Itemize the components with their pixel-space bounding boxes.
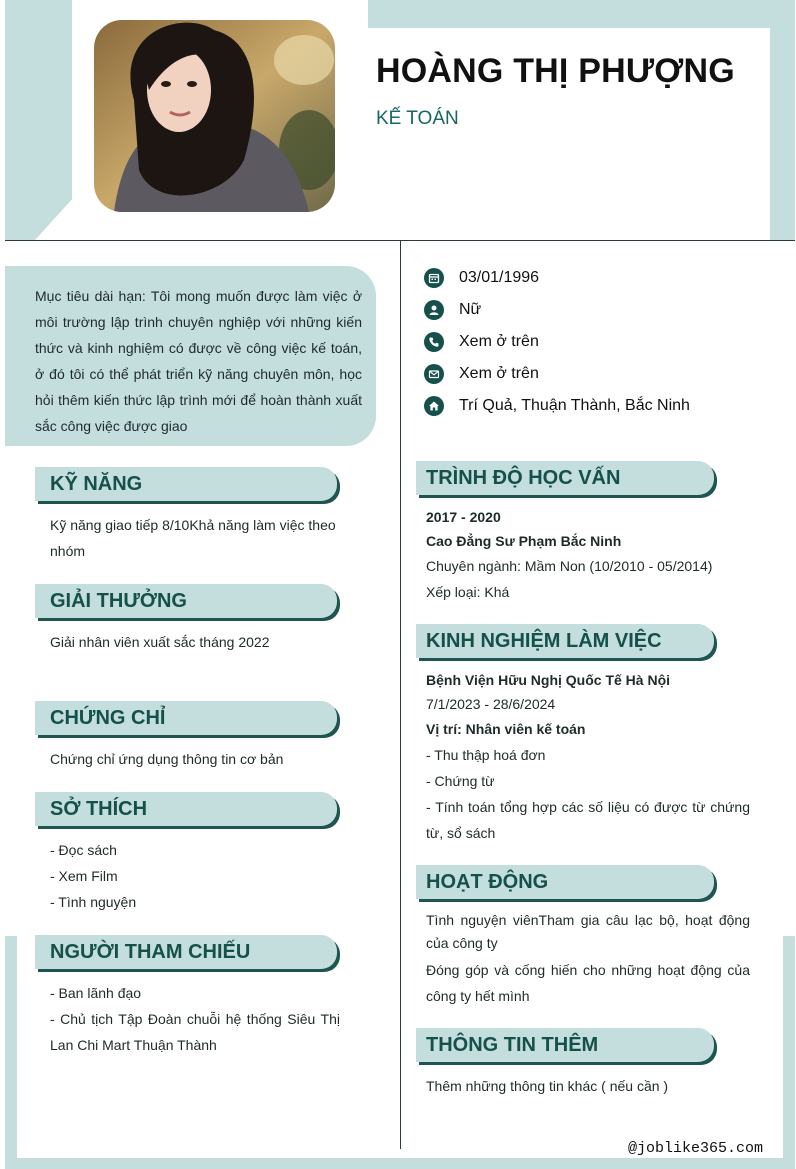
list-item: - Ban lãnh đạo xyxy=(50,985,142,1001)
calendar-icon xyxy=(424,268,444,288)
footer-border-right xyxy=(783,936,795,1169)
mail-icon xyxy=(424,364,444,384)
contact-phone xyxy=(424,332,539,352)
skills-text: Kỹ năng giao tiếp 8/10Khả năng làm việc theo nhóm xyxy=(50,517,336,559)
objective-text: Mục tiêu dài hạn: Tôi mong muốn được làm việc ở môi trường lập trình chuyên nghiệp với những kiến thức và kinh nghiệm có được về công việc kế toán, ở đó tôi có thể phát triển kỹ năng chuyên môn, học hỏi thêm kiến thức lập trình mới để hoàn thành xuất sắc công việc được giao xyxy=(35,288,362,434)
certificates-text: Chứng chỉ ứng dụng thông tin cơ bản xyxy=(50,751,284,767)
hobbies-heading: SỞ THÍCH xyxy=(35,792,337,826)
email-value: Xem ở trên xyxy=(459,365,539,382)
references-heading: NGƯỜI THAM CHIẾU xyxy=(35,935,337,969)
activities-heading: HOẠT ĐỘNG xyxy=(416,865,714,899)
address-value: Trí Quả, Thuận Thành, Bắc Ninh xyxy=(459,397,690,414)
gender-value: Nữ xyxy=(459,301,482,318)
list-item: Đóng góp và cống hiến cho những hoạt động của công ty hết mình xyxy=(426,962,750,1004)
certificates-heading: CHỨNG CHỈ xyxy=(35,701,337,735)
experience-position: Vị trí: Nhân viên kế toán xyxy=(426,721,586,737)
skills-heading: KỸ NĂNG xyxy=(35,467,337,501)
education-heading: TRÌNH ĐỘ HỌC VẤN xyxy=(416,461,714,495)
list-item: - Thu thập hoá đơn xyxy=(426,747,546,763)
contact-gender xyxy=(424,300,481,320)
experience-block xyxy=(426,668,750,846)
watermark: @joblike365.com xyxy=(628,1140,764,1157)
footer-border-bottom xyxy=(5,1158,795,1169)
phone-icon xyxy=(424,332,444,352)
candidate-name: HOÀNG THỊ PHƯỢNG xyxy=(376,52,735,90)
objective-box xyxy=(5,266,376,446)
list-item: - Tính toán tổng hợp các số liệu có được từ chứng từ, sổ sách xyxy=(426,799,750,841)
awards-heading: GIẢI THƯỞNG xyxy=(35,584,337,618)
contact-address xyxy=(424,396,690,416)
awards-text: Giải nhân viên xuất sắc tháng 2022 xyxy=(50,634,270,650)
candidate-role: KẾ TOÁN xyxy=(376,108,459,129)
photo-frame-tail xyxy=(35,196,75,240)
education-major: Chuyên ngành: Mầm Non (10/2010 - 05/2014) xyxy=(426,558,713,574)
contact-dob xyxy=(424,268,539,288)
home-icon xyxy=(424,396,444,416)
list-item: Tình nguyện viênTham gia câu lạc bộ, hoạt động của công ty xyxy=(426,912,750,951)
contact-email xyxy=(424,364,539,384)
list-item: - Xem Film xyxy=(50,868,118,884)
activities-block xyxy=(426,909,750,1009)
list-item: - Chứng từ xyxy=(426,773,495,789)
extra-heading: THÔNG TIN THÊM xyxy=(416,1028,714,1062)
column-divider xyxy=(400,241,401,1149)
references-list xyxy=(50,980,340,1058)
list-item: - Tình nguyện xyxy=(50,894,137,910)
education-block xyxy=(426,505,750,605)
education-school: Cao Đẳng Sư Phạm Bắc Ninh xyxy=(426,533,622,549)
dob-value: 03/01/1996 xyxy=(459,269,540,286)
experience-period: 7/1/2023 - 28/6/2024 xyxy=(426,696,556,712)
user-icon xyxy=(424,300,444,320)
education-grade: Xếp loại: Khá xyxy=(426,584,510,600)
profile-photo xyxy=(94,20,335,212)
list-item: - Chủ tịch Tập Đoàn chuỗi hệ thống Siêu Thị Lan Chi Mart Thuận Thành xyxy=(50,1011,340,1053)
experience-heading: KINH NGHIỆM LÀM VIỆC xyxy=(416,624,714,658)
phone-value: Xem ở trên xyxy=(459,333,539,350)
footer-border-left xyxy=(5,936,17,1169)
extra-text: Thêm những thông tin khác ( nếu cần ) xyxy=(426,1078,669,1094)
experience-company: Bệnh Viện Hữu Nghị Quốc Tế Hà Nội xyxy=(426,672,671,688)
education-period: 2017 - 2020 xyxy=(426,509,501,525)
hobbies-list xyxy=(50,837,340,915)
list-item: - Đọc sách xyxy=(50,842,117,858)
